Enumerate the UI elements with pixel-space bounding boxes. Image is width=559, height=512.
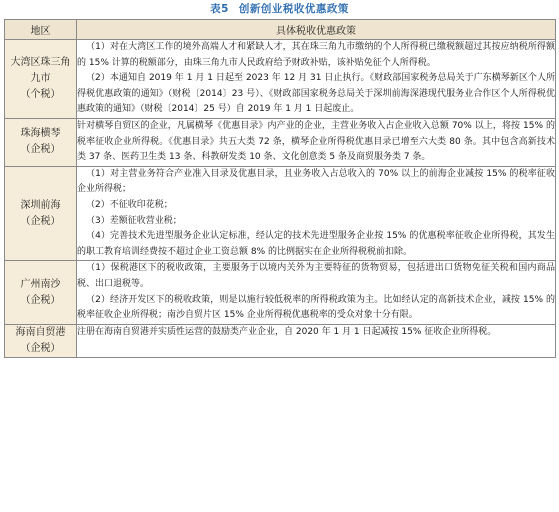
region-name: 深圳前海 — [20, 199, 61, 211]
header-policy: 具体税收优惠政策 — [77, 20, 556, 40]
policy-cell — [77, 261, 556, 324]
region-name: 海南自贸港 — [15, 326, 66, 338]
policy-paragraph: （1）保税港区下的税收政策，主要服务于以境内关外为主要特征的货物贸易，包括进出口货物免征关税和国内商品税、出口退税等。 — [77, 263, 555, 289]
tax-type: （企税） — [20, 215, 61, 227]
region-name: 广州南沙 — [20, 278, 61, 290]
policy-cell — [77, 324, 556, 357]
policy-cell — [77, 118, 556, 166]
policy-paragraph: 注册在海南自贸港并实质性运营的鼓励类产业企业，自 2020 年 1 月 1 日起减按 15% 征收企业所得税。 — [77, 326, 497, 337]
header-region: 地区 — [5, 20, 77, 40]
table-caption — [0, 0, 559, 18]
policy-paragraph: （1）对主营业务符合产业准入目录及优惠目录，且业务收入占总收入的 70% 以上的前海企业减按 15% 的税率征收企业所得税； — [77, 168, 555, 195]
policy-paragraph: （2）经济开发区下的税收政策，则是以施行较低税率的所得税政策为主。比如经认定的高新技术企业，减按 15% 的税率征收企业所得税；南沙自贸片区 15% 企业所得税优惠税率的受众对象十分有限。 — [77, 294, 555, 321]
table-row — [5, 261, 556, 324]
policy-cell — [77, 40, 556, 119]
policy-paragraph: （1）对在大湾区工作的境外高端人才和紧缺人才，其在珠三角九市缴纳的个人所得税已缴税额超过其按应纳税所得额的 15% 计算的税额部分，由珠三角九市人民政府给予财政补贴，该补贴免征个人所得税。 — [77, 42, 555, 68]
region-name: 珠海横琴 — [20, 128, 61, 140]
region-name: 大湾区珠三角九市 — [10, 56, 71, 84]
tax-type: （个税） — [20, 88, 61, 100]
policy-paragraph: 针对横琴自贸区的企业，凡属横琴《优惠目录》内产业的企业，主营业务收入占企业收入总额 70% 以上，将按 15% 的税率征收企业所得税。《优惠目录》共五大类 72 条，横琴企业所得税优惠目录已增至六大类 80 条。其中包含高新技术类 37 条、医药卫生类 13 条、科教研发类 10 条、文化创意类 5 条及商贸服务类 7 条。 — [77, 120, 555, 163]
region-cell — [5, 261, 77, 324]
table-row — [5, 118, 556, 166]
region-cell — [5, 166, 77, 261]
policy-paragraph: （2）本通知自 2019 年 1 月 1 日起至 2023 年 12 月 31 日止执行。《财政部国家税务总局关于广东横琴新区个人所得税优惠政策的通知》（财税〔2014〕23 号）、《财政部国家税务总局关于深圳前海深港现代服务业合作区个人所得税优惠政策的通知》（财税〔2014〕25 号）自 2019 年 1 月 1 日起废止。 — [77, 73, 555, 115]
table-row — [5, 166, 556, 261]
table-title: 创新创业税收优惠政策 — [238, 3, 349, 15]
region-cell — [5, 118, 77, 166]
policy-paragraph: （4）完善技术先进型服务企业认定标准，经认定的技术先进型服务企业按 15% 的优惠税率征收企业所得税，其发生的职工教育培训经费按不超过企业工资总额 8% 的比例据实在企业所得税税前扣除。 — [77, 231, 555, 257]
tax-policy-table — [4, 19, 556, 358]
tax-type: （企税） — [20, 342, 61, 354]
region-cell — [5, 324, 77, 357]
region-cell — [5, 40, 77, 119]
policy-paragraph: （2）不征收印花税； — [86, 199, 173, 210]
table-row — [5, 40, 556, 119]
tax-type: （企税） — [20, 144, 61, 156]
table-number: 表5 — [210, 3, 229, 15]
policy-cell — [77, 166, 556, 261]
tax-type: （企税） — [20, 294, 61, 306]
policy-paragraph: （3）差额征收营业税； — [86, 215, 182, 226]
table-header-row — [5, 20, 556, 40]
table-row — [5, 324, 556, 357]
